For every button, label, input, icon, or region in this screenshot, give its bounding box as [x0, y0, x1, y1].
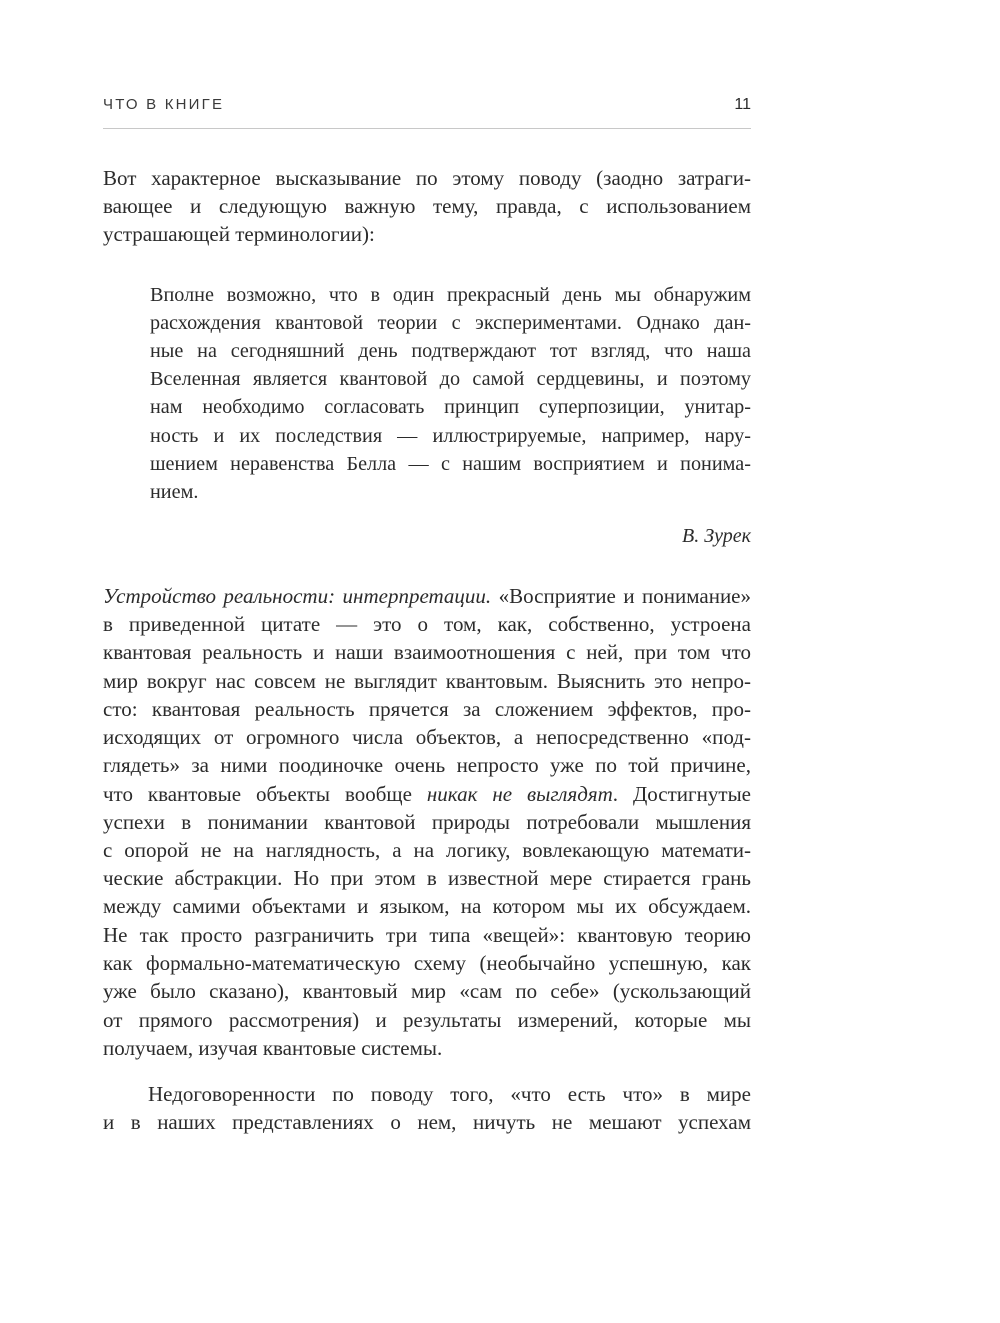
text-line: исходящих от огромного числа объектов, а непосредственно «под- — [103, 725, 751, 749]
running-header — [103, 96, 751, 118]
text-line: мир вокруг нас совсем не выглядит квантовым. Выяснить это непро- — [103, 669, 751, 693]
emphasis: никак не выглядят — [426, 782, 613, 806]
quote-line: ные на сегодняшний день подтверждают тот взгляд, что наша — [150, 340, 751, 362]
text-line: как формально-математическую схему (необычайно успешную, как — [103, 951, 751, 975]
quote-line: Вселенная является квантовой до самой сердцевины, и поэтому — [150, 368, 751, 390]
text-span: что квантовые объекты вообще — [103, 782, 427, 806]
text-line: глядеть» за ними поодиночке очень непросто уже по той причине, — [103, 753, 751, 777]
quote-line: расхождения квантовой теории с экспериментами. Однако дан- — [150, 312, 751, 334]
text-line: вающее и следующую важную тему, правда, с использованием — [103, 194, 751, 218]
text-line: Вот характерное высказывание по этому поводу (заодно затраги- — [103, 166, 751, 190]
text-line: с опорой не на наглядность, а на логику, вовлекающую математи- — [103, 838, 751, 862]
text-span: . Достигнутые — [612, 782, 751, 806]
text-line: уже было сказано), квантовый мир «сам по себе» (ускользающий — [103, 979, 751, 1003]
chapter-title: ЧТО В КНИГЕ — [103, 96, 225, 113]
text-line: квантовая реальность и наши взаимоотношения с ней, при том что — [103, 640, 751, 664]
section-heading: Устройство реальности: интерпретации. — [103, 584, 492, 608]
header-divider — [103, 128, 751, 129]
quote-line: Вполне возможно, что в один прекрасный день мы обнаружим — [150, 284, 751, 306]
text-line — [103, 582, 751, 610]
text-line — [103, 780, 751, 808]
text-line: успехи в понимании квантовой природы потребовали мышления — [103, 810, 751, 834]
quote-line: ность и их последствия — иллюстрируемые, например, нару- — [150, 425, 751, 447]
quote-attribution: В. Зурек — [682, 525, 751, 547]
page-number: 11 — [734, 96, 751, 113]
text-line: между самими объектами и языком, на котором мы их обсуждаем. — [103, 894, 751, 918]
text-span: «Восприятие и понимание» — [491, 584, 751, 608]
text-line: и в наших представлениях о нем, ничуть не мешают успехам — [103, 1110, 751, 1134]
text-line: от прямого рассмотрения) и результаты измерений, которые мы — [103, 1008, 751, 1032]
text-line: получаем, изучая квантовые системы. — [103, 1036, 443, 1060]
text-line: устрашающей терминологии): — [103, 222, 375, 246]
text-line: Недоговоренности по поводу того, «что есть что» в мире — [148, 1082, 751, 1106]
quote-line: нием. — [150, 481, 199, 503]
text-line: ческие абстракции. Но при этом в известной мере стирается грань — [103, 866, 751, 890]
quote-line: шением неравенства Белла — с нашим восприятием и понима- — [150, 453, 751, 475]
quote-line: нам необходимо согласовать принцип суперпозиции, унитар- — [150, 396, 751, 418]
text-line: в приведенной цитате — это о том, как, собственно, устроена — [103, 612, 751, 636]
text-line: сто: квантовая реальность прячется за сложением эффектов, про- — [103, 697, 751, 721]
text-line: Не так просто разграничить три типа «вещей»: квантовую теорию — [103, 923, 751, 947]
